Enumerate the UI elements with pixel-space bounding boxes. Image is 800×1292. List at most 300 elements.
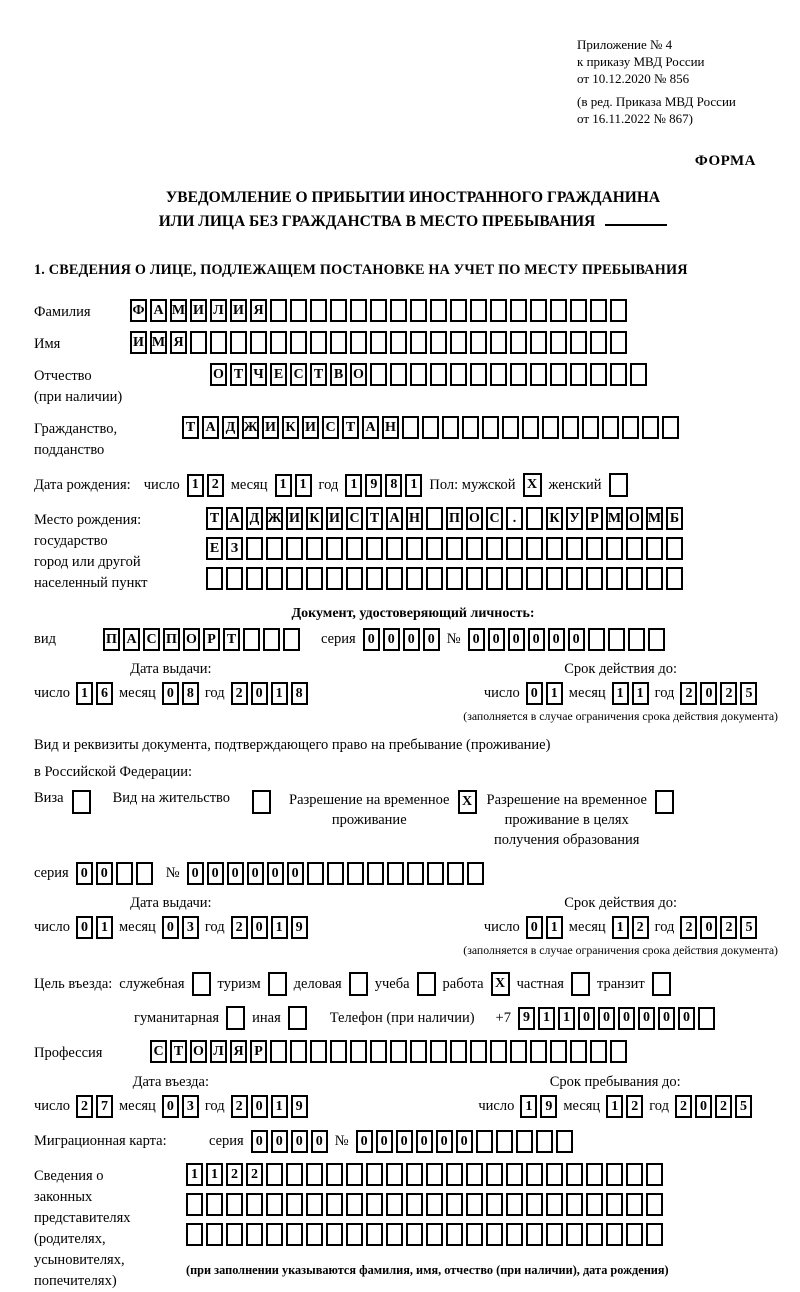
- char-cell[interactable]: [326, 537, 343, 560]
- char-cell[interactable]: [550, 363, 567, 386]
- char-cell[interactable]: [366, 537, 383, 560]
- char-cell[interactable]: Р: [203, 628, 220, 651]
- char-cell[interactable]: [590, 363, 607, 386]
- char-cell[interactable]: [648, 628, 665, 651]
- char-cell[interactable]: И: [286, 507, 303, 530]
- char-cell[interactable]: [516, 1130, 533, 1153]
- representatives-boxes-row3[interactable]: [186, 1223, 669, 1246]
- char-cell[interactable]: 0: [76, 862, 93, 885]
- char-cell[interactable]: И: [130, 331, 147, 354]
- char-cell[interactable]: [347, 862, 364, 885]
- char-cell[interactable]: 2: [246, 1163, 263, 1186]
- char-cell[interactable]: [367, 862, 384, 885]
- char-cell[interactable]: [626, 1193, 643, 1216]
- char-cell[interactable]: 1: [612, 682, 629, 705]
- char-cell[interactable]: [486, 1193, 503, 1216]
- char-cell[interactable]: [286, 1223, 303, 1246]
- char-cell[interactable]: [370, 299, 387, 322]
- char-cell[interactable]: [186, 1193, 203, 1216]
- char-cell[interactable]: 0: [700, 682, 717, 705]
- char-cell[interactable]: [526, 537, 543, 560]
- char-cell[interactable]: [550, 299, 567, 322]
- char-cell[interactable]: [327, 862, 344, 885]
- char-cell[interactable]: [402, 416, 419, 439]
- char-cell[interactable]: 0: [96, 862, 113, 885]
- sex-female-checkbox[interactable]: [609, 473, 628, 497]
- char-cell[interactable]: [622, 416, 639, 439]
- char-cell[interactable]: К: [282, 416, 299, 439]
- char-cell[interactable]: [346, 1163, 363, 1186]
- char-cell[interactable]: 9: [365, 474, 382, 497]
- char-cell[interactable]: [606, 567, 623, 590]
- permit-valid-day[interactable]: [526, 916, 563, 939]
- char-cell[interactable]: [410, 1040, 427, 1063]
- char-cell[interactable]: Р: [250, 1040, 267, 1063]
- char-cell[interactable]: [626, 1163, 643, 1186]
- char-cell[interactable]: [430, 299, 447, 322]
- char-cell[interactable]: П: [103, 628, 120, 651]
- char-cell[interactable]: [310, 1040, 327, 1063]
- permit-series-boxes[interactable]: [76, 862, 153, 885]
- char-cell[interactable]: [387, 862, 404, 885]
- char-cell[interactable]: [426, 1163, 443, 1186]
- char-cell[interactable]: [250, 331, 267, 354]
- char-cell[interactable]: [462, 416, 479, 439]
- char-cell[interactable]: 1: [76, 682, 93, 705]
- permit-valid-year[interactable]: [680, 916, 757, 939]
- char-cell[interactable]: [490, 363, 507, 386]
- char-cell[interactable]: [550, 1040, 567, 1063]
- purpose-tourism-checkbox[interactable]: [268, 972, 287, 996]
- char-cell[interactable]: 3: [182, 916, 199, 939]
- char-cell[interactable]: [566, 1163, 583, 1186]
- char-cell[interactable]: [283, 628, 300, 651]
- char-cell[interactable]: [326, 1223, 343, 1246]
- char-cell[interactable]: 0: [247, 862, 264, 885]
- char-cell[interactable]: [350, 331, 367, 354]
- char-cell[interactable]: 2: [720, 682, 737, 705]
- char-cell[interactable]: [390, 363, 407, 386]
- char-cell[interactable]: [496, 1130, 513, 1153]
- entry-date-month[interactable]: [162, 1095, 199, 1118]
- char-cell[interactable]: 1: [538, 1007, 555, 1030]
- char-cell[interactable]: 0: [187, 862, 204, 885]
- char-cell[interactable]: 1: [187, 474, 204, 497]
- char-cell[interactable]: [346, 567, 363, 590]
- char-cell[interactable]: [326, 1193, 343, 1216]
- char-cell[interactable]: 1: [405, 474, 422, 497]
- char-cell[interactable]: [588, 628, 605, 651]
- char-cell[interactable]: 5: [740, 916, 757, 939]
- char-cell[interactable]: [582, 416, 599, 439]
- char-cell[interactable]: И: [230, 299, 247, 322]
- char-cell[interactable]: Т: [342, 416, 359, 439]
- char-cell[interactable]: [230, 331, 247, 354]
- char-cell[interactable]: [290, 331, 307, 354]
- char-cell[interactable]: [606, 1223, 623, 1246]
- char-cell[interactable]: [566, 1193, 583, 1216]
- char-cell[interactable]: 9: [291, 916, 308, 939]
- stay-until-day[interactable]: [520, 1095, 557, 1118]
- char-cell[interactable]: [286, 537, 303, 560]
- char-cell[interactable]: [490, 1040, 507, 1063]
- char-cell[interactable]: [406, 1163, 423, 1186]
- birth-place-boxes-row2[interactable]: [206, 537, 683, 560]
- char-cell[interactable]: [470, 331, 487, 354]
- residence-permit-checkbox[interactable]: [252, 790, 271, 814]
- char-cell[interactable]: 0: [267, 862, 284, 885]
- char-cell[interactable]: И: [302, 416, 319, 439]
- char-cell[interactable]: А: [386, 507, 403, 530]
- char-cell[interactable]: [646, 1193, 663, 1216]
- char-cell[interactable]: [530, 363, 547, 386]
- char-cell[interactable]: М: [150, 331, 167, 354]
- char-cell[interactable]: [270, 299, 287, 322]
- char-cell[interactable]: [646, 1163, 663, 1186]
- representatives-boxes-row2[interactable]: [186, 1193, 669, 1216]
- char-cell[interactable]: 0: [376, 1130, 393, 1153]
- char-cell[interactable]: [306, 1223, 323, 1246]
- char-cell[interactable]: [590, 331, 607, 354]
- char-cell[interactable]: [586, 537, 603, 560]
- char-cell[interactable]: [186, 1223, 203, 1246]
- char-cell[interactable]: [286, 567, 303, 590]
- char-cell[interactable]: 0: [287, 862, 304, 885]
- char-cell[interactable]: 0: [468, 628, 485, 651]
- char-cell[interactable]: [306, 567, 323, 590]
- purpose-other-checkbox[interactable]: [288, 1006, 307, 1030]
- char-cell[interactable]: [698, 1007, 715, 1030]
- char-cell[interactable]: [246, 1193, 263, 1216]
- char-cell[interactable]: [350, 1040, 367, 1063]
- char-cell[interactable]: [526, 567, 543, 590]
- char-cell[interactable]: 1: [186, 1163, 203, 1186]
- char-cell[interactable]: 0: [251, 916, 268, 939]
- char-cell[interactable]: [546, 1223, 563, 1246]
- char-cell[interactable]: [562, 416, 579, 439]
- char-cell[interactable]: С: [322, 416, 339, 439]
- purpose-transit-checkbox[interactable]: [652, 972, 671, 996]
- char-cell[interactable]: [626, 1223, 643, 1246]
- char-cell[interactable]: [426, 507, 443, 530]
- char-cell[interactable]: 0: [488, 628, 505, 651]
- char-cell[interactable]: 0: [403, 628, 420, 651]
- char-cell[interactable]: [116, 862, 133, 885]
- char-cell[interactable]: [526, 507, 543, 530]
- char-cell[interactable]: [386, 537, 403, 560]
- char-cell[interactable]: [386, 1223, 403, 1246]
- char-cell[interactable]: 1: [271, 1095, 288, 1118]
- char-cell[interactable]: [666, 567, 683, 590]
- char-cell[interactable]: [226, 1193, 243, 1216]
- char-cell[interactable]: [450, 363, 467, 386]
- phone-boxes[interactable]: [518, 1007, 715, 1030]
- char-cell[interactable]: 8: [385, 474, 402, 497]
- char-cell[interactable]: [482, 416, 499, 439]
- identity-series-boxes[interactable]: [363, 628, 440, 651]
- purpose-private-checkbox[interactable]: [571, 972, 590, 996]
- permit-issue-year[interactable]: [231, 916, 308, 939]
- purpose-work-checkbox[interactable]: X: [491, 972, 510, 996]
- char-cell[interactable]: [530, 1040, 547, 1063]
- char-cell[interactable]: [406, 1193, 423, 1216]
- char-cell[interactable]: 0: [695, 1095, 712, 1118]
- char-cell[interactable]: Д: [246, 507, 263, 530]
- char-cell[interactable]: 8: [291, 682, 308, 705]
- char-cell[interactable]: [270, 1040, 287, 1063]
- char-cell[interactable]: [406, 1223, 423, 1246]
- char-cell[interactable]: [326, 567, 343, 590]
- char-cell[interactable]: Т: [366, 507, 383, 530]
- char-cell[interactable]: С: [150, 1040, 167, 1063]
- char-cell[interactable]: 0: [363, 628, 380, 651]
- char-cell[interactable]: [646, 1223, 663, 1246]
- char-cell[interactable]: 0: [526, 916, 543, 939]
- char-cell[interactable]: М: [646, 507, 663, 530]
- char-cell[interactable]: [476, 1130, 493, 1153]
- char-cell[interactable]: [210, 331, 227, 354]
- char-cell[interactable]: В: [330, 363, 347, 386]
- char-cell[interactable]: [406, 537, 423, 560]
- char-cell[interactable]: З: [226, 537, 243, 560]
- char-cell[interactable]: 0: [548, 628, 565, 651]
- char-cell[interactable]: Т: [223, 628, 240, 651]
- char-cell[interactable]: 1: [520, 1095, 537, 1118]
- char-cell[interactable]: [526, 1223, 543, 1246]
- patronymic-boxes[interactable]: [210, 363, 647, 386]
- char-cell[interactable]: Д: [222, 416, 239, 439]
- char-cell[interactable]: Я: [250, 299, 267, 322]
- char-cell[interactable]: [467, 862, 484, 885]
- char-cell[interactable]: 0: [578, 1007, 595, 1030]
- identity-issue-month[interactable]: [162, 682, 199, 705]
- char-cell[interactable]: [566, 1223, 583, 1246]
- purpose-official-checkbox[interactable]: [192, 972, 211, 996]
- char-cell[interactable]: Н: [406, 507, 423, 530]
- char-cell[interactable]: [666, 537, 683, 560]
- char-cell[interactable]: [510, 1040, 527, 1063]
- char-cell[interactable]: [606, 1193, 623, 1216]
- char-cell[interactable]: [446, 1193, 463, 1216]
- char-cell[interactable]: [426, 567, 443, 590]
- identity-valid-year[interactable]: [680, 682, 757, 705]
- char-cell[interactable]: [446, 1223, 463, 1246]
- char-cell[interactable]: [190, 331, 207, 354]
- char-cell[interactable]: [510, 363, 527, 386]
- char-cell[interactable]: 0: [251, 1095, 268, 1118]
- temp-residence-checkbox[interactable]: X: [458, 790, 477, 814]
- char-cell[interactable]: 0: [678, 1007, 695, 1030]
- char-cell[interactable]: [646, 567, 663, 590]
- char-cell[interactable]: И: [326, 507, 343, 530]
- char-cell[interactable]: 0: [568, 628, 585, 651]
- char-cell[interactable]: [310, 299, 327, 322]
- char-cell[interactable]: 0: [436, 1130, 453, 1153]
- char-cell[interactable]: 2: [720, 916, 737, 939]
- char-cell[interactable]: Е: [206, 537, 223, 560]
- char-cell[interactable]: [628, 628, 645, 651]
- char-cell[interactable]: 0: [271, 1130, 288, 1153]
- char-cell[interactable]: 2: [626, 1095, 643, 1118]
- char-cell[interactable]: [306, 1193, 323, 1216]
- char-cell[interactable]: [366, 1223, 383, 1246]
- char-cell[interactable]: С: [290, 363, 307, 386]
- char-cell[interactable]: [346, 537, 363, 560]
- char-cell[interactable]: 1: [295, 474, 312, 497]
- char-cell[interactable]: 0: [162, 916, 179, 939]
- char-cell[interactable]: [386, 1163, 403, 1186]
- char-cell[interactable]: И: [262, 416, 279, 439]
- char-cell[interactable]: [590, 1040, 607, 1063]
- char-cell[interactable]: [542, 416, 559, 439]
- char-cell[interactable]: 2: [226, 1163, 243, 1186]
- char-cell[interactable]: 0: [162, 682, 179, 705]
- char-cell[interactable]: 0: [207, 862, 224, 885]
- char-cell[interactable]: 0: [416, 1130, 433, 1153]
- birth-place-boxes-row1[interactable]: [206, 507, 683, 530]
- char-cell[interactable]: 0: [528, 628, 545, 651]
- char-cell[interactable]: Т: [170, 1040, 187, 1063]
- char-cell[interactable]: [286, 1193, 303, 1216]
- char-cell[interactable]: [390, 1040, 407, 1063]
- char-cell[interactable]: [466, 1163, 483, 1186]
- char-cell[interactable]: 0: [356, 1130, 373, 1153]
- identity-number-boxes[interactable]: [468, 628, 665, 651]
- char-cell[interactable]: С: [486, 507, 503, 530]
- char-cell[interactable]: 0: [227, 862, 244, 885]
- char-cell[interactable]: 6: [96, 682, 113, 705]
- char-cell[interactable]: 0: [638, 1007, 655, 1030]
- char-cell[interactable]: А: [226, 507, 243, 530]
- char-cell[interactable]: 8: [182, 682, 199, 705]
- char-cell[interactable]: [206, 1193, 223, 1216]
- char-cell[interactable]: [466, 1223, 483, 1246]
- char-cell[interactable]: 1: [271, 682, 288, 705]
- char-cell[interactable]: [546, 1163, 563, 1186]
- char-cell[interactable]: [407, 862, 424, 885]
- char-cell[interactable]: 2: [231, 916, 248, 939]
- char-cell[interactable]: [630, 363, 647, 386]
- char-cell[interactable]: [470, 1040, 487, 1063]
- char-cell[interactable]: Т: [182, 416, 199, 439]
- entry-date-year[interactable]: [231, 1095, 308, 1118]
- char-cell[interactable]: 9: [540, 1095, 557, 1118]
- char-cell[interactable]: [390, 331, 407, 354]
- char-cell[interactable]: [606, 1163, 623, 1186]
- char-cell[interactable]: [446, 537, 463, 560]
- purpose-study-checkbox[interactable]: [417, 972, 436, 996]
- char-cell[interactable]: [610, 331, 627, 354]
- char-cell[interactable]: [486, 537, 503, 560]
- char-cell[interactable]: [450, 299, 467, 322]
- char-cell[interactable]: [626, 537, 643, 560]
- char-cell[interactable]: Ф: [130, 299, 147, 322]
- char-cell[interactable]: 0: [383, 628, 400, 651]
- char-cell[interactable]: [566, 537, 583, 560]
- char-cell[interactable]: [546, 537, 563, 560]
- char-cell[interactable]: [610, 299, 627, 322]
- char-cell[interactable]: Ж: [242, 416, 259, 439]
- char-cell[interactable]: [366, 567, 383, 590]
- char-cell[interactable]: [246, 567, 263, 590]
- char-cell[interactable]: [370, 1040, 387, 1063]
- char-cell[interactable]: [346, 1193, 363, 1216]
- char-cell[interactable]: [466, 537, 483, 560]
- char-cell[interactable]: [410, 331, 427, 354]
- birth-day-boxes[interactable]: [187, 474, 224, 497]
- char-cell[interactable]: [570, 363, 587, 386]
- char-cell[interactable]: [266, 1193, 283, 1216]
- char-cell[interactable]: [246, 1223, 263, 1246]
- char-cell[interactable]: [608, 628, 625, 651]
- char-cell[interactable]: [206, 567, 223, 590]
- char-cell[interactable]: О: [190, 1040, 207, 1063]
- char-cell[interactable]: А: [150, 299, 167, 322]
- purpose-business-checkbox[interactable]: [349, 972, 368, 996]
- name-boxes[interactable]: [130, 331, 627, 354]
- char-cell[interactable]: [646, 537, 663, 560]
- char-cell[interactable]: [430, 331, 447, 354]
- char-cell[interactable]: 9: [291, 1095, 308, 1118]
- char-cell[interactable]: 2: [680, 916, 697, 939]
- char-cell[interactable]: 1: [632, 682, 649, 705]
- char-cell[interactable]: [466, 1193, 483, 1216]
- identity-issue-day[interactable]: [76, 682, 113, 705]
- purpose-humanitarian-checkbox[interactable]: [226, 1006, 245, 1030]
- char-cell[interactable]: К: [306, 507, 323, 530]
- char-cell[interactable]: [263, 628, 280, 651]
- char-cell[interactable]: [266, 567, 283, 590]
- citizenship-boxes[interactable]: [182, 416, 679, 439]
- char-cell[interactable]: Б: [666, 507, 683, 530]
- char-cell[interactable]: [447, 862, 464, 885]
- char-cell[interactable]: [610, 1040, 627, 1063]
- char-cell[interactable]: О: [350, 363, 367, 386]
- char-cell[interactable]: [546, 567, 563, 590]
- char-cell[interactable]: [422, 416, 439, 439]
- char-cell[interactable]: [136, 862, 153, 885]
- char-cell[interactable]: [490, 299, 507, 322]
- char-cell[interactable]: 1: [271, 916, 288, 939]
- birth-month-boxes[interactable]: [275, 474, 312, 497]
- char-cell[interactable]: 1: [606, 1095, 623, 1118]
- char-cell[interactable]: [556, 1130, 573, 1153]
- char-cell[interactable]: [586, 567, 603, 590]
- surname-boxes[interactable]: [130, 299, 627, 322]
- char-cell[interactable]: [450, 1040, 467, 1063]
- char-cell[interactable]: [506, 1163, 523, 1186]
- char-cell[interactable]: [470, 363, 487, 386]
- char-cell[interactable]: .: [506, 507, 523, 530]
- char-cell[interactable]: [290, 1040, 307, 1063]
- char-cell[interactable]: [530, 331, 547, 354]
- char-cell[interactable]: 0: [423, 628, 440, 651]
- char-cell[interactable]: [430, 1040, 447, 1063]
- char-cell[interactable]: 0: [291, 1130, 308, 1153]
- char-cell[interactable]: [506, 1223, 523, 1246]
- char-cell[interactable]: [626, 567, 643, 590]
- char-cell[interactable]: Я: [230, 1040, 247, 1063]
- char-cell[interactable]: [330, 299, 347, 322]
- char-cell[interactable]: [602, 416, 619, 439]
- visa-checkbox[interactable]: [72, 790, 91, 814]
- char-cell[interactable]: 0: [598, 1007, 615, 1030]
- char-cell[interactable]: [266, 1163, 283, 1186]
- char-cell[interactable]: [386, 1193, 403, 1216]
- birth-year-boxes[interactable]: [345, 474, 422, 497]
- char-cell[interactable]: [330, 1040, 347, 1063]
- char-cell[interactable]: [310, 331, 327, 354]
